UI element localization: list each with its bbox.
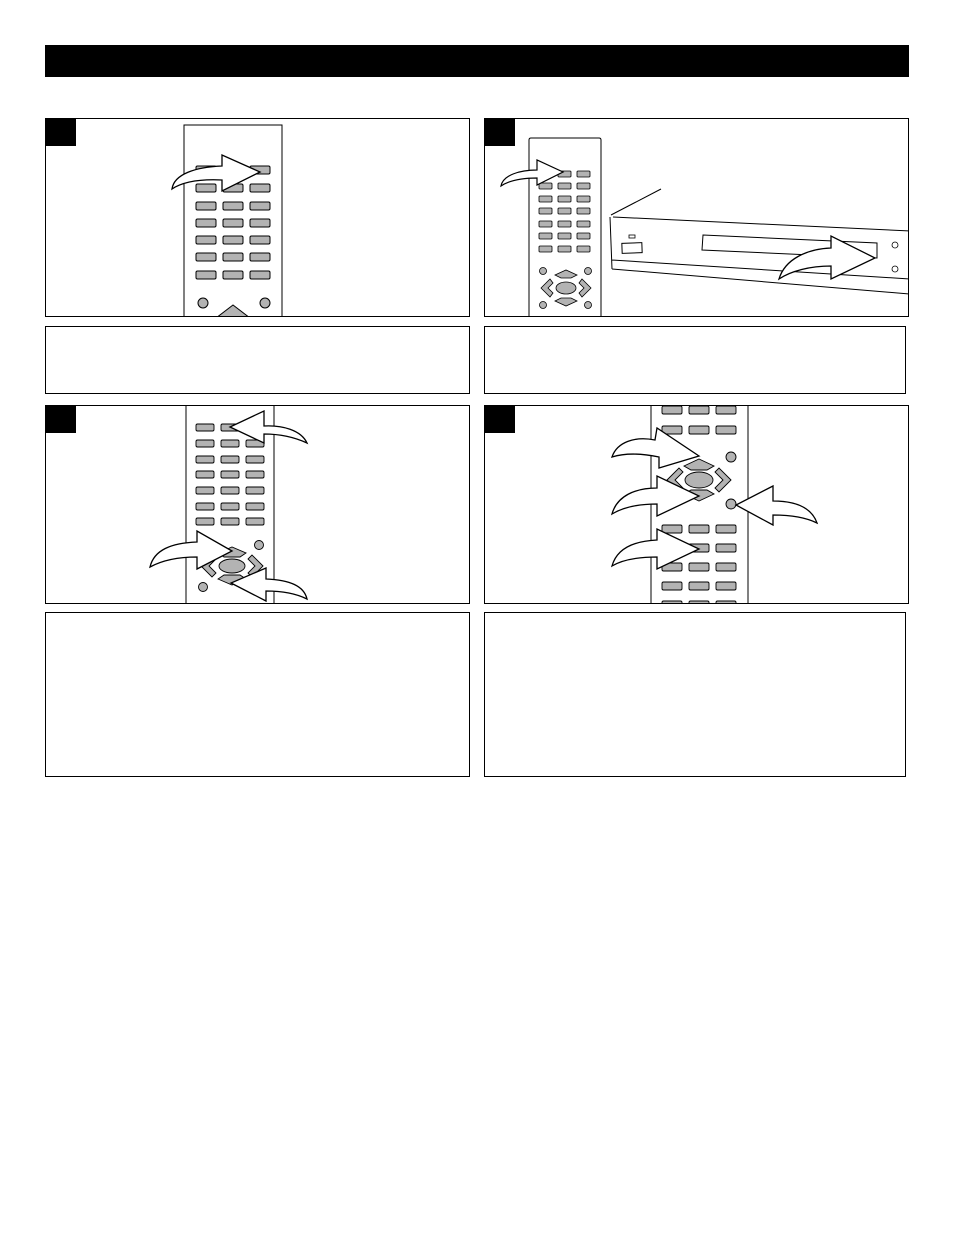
remote-navigation-illustration xyxy=(46,406,470,604)
step-panel-4 xyxy=(484,405,909,604)
step-number-badge xyxy=(485,406,515,433)
remote-and-player-illustration xyxy=(485,119,909,317)
header-bar xyxy=(45,45,909,77)
step-number-badge xyxy=(46,406,76,433)
step-caption-2 xyxy=(484,326,906,394)
step-panel-3 xyxy=(45,405,470,604)
step-panel-1 xyxy=(45,118,470,317)
remote-closeup-illustration xyxy=(485,406,909,604)
step-panel-2 xyxy=(484,118,909,317)
step-caption-3 xyxy=(45,612,470,777)
step-number-badge xyxy=(46,119,76,146)
step-number-badge xyxy=(485,119,515,146)
step-caption-4 xyxy=(484,612,906,777)
remote-illustration-1 xyxy=(46,119,470,317)
step-caption-1 xyxy=(45,326,470,394)
